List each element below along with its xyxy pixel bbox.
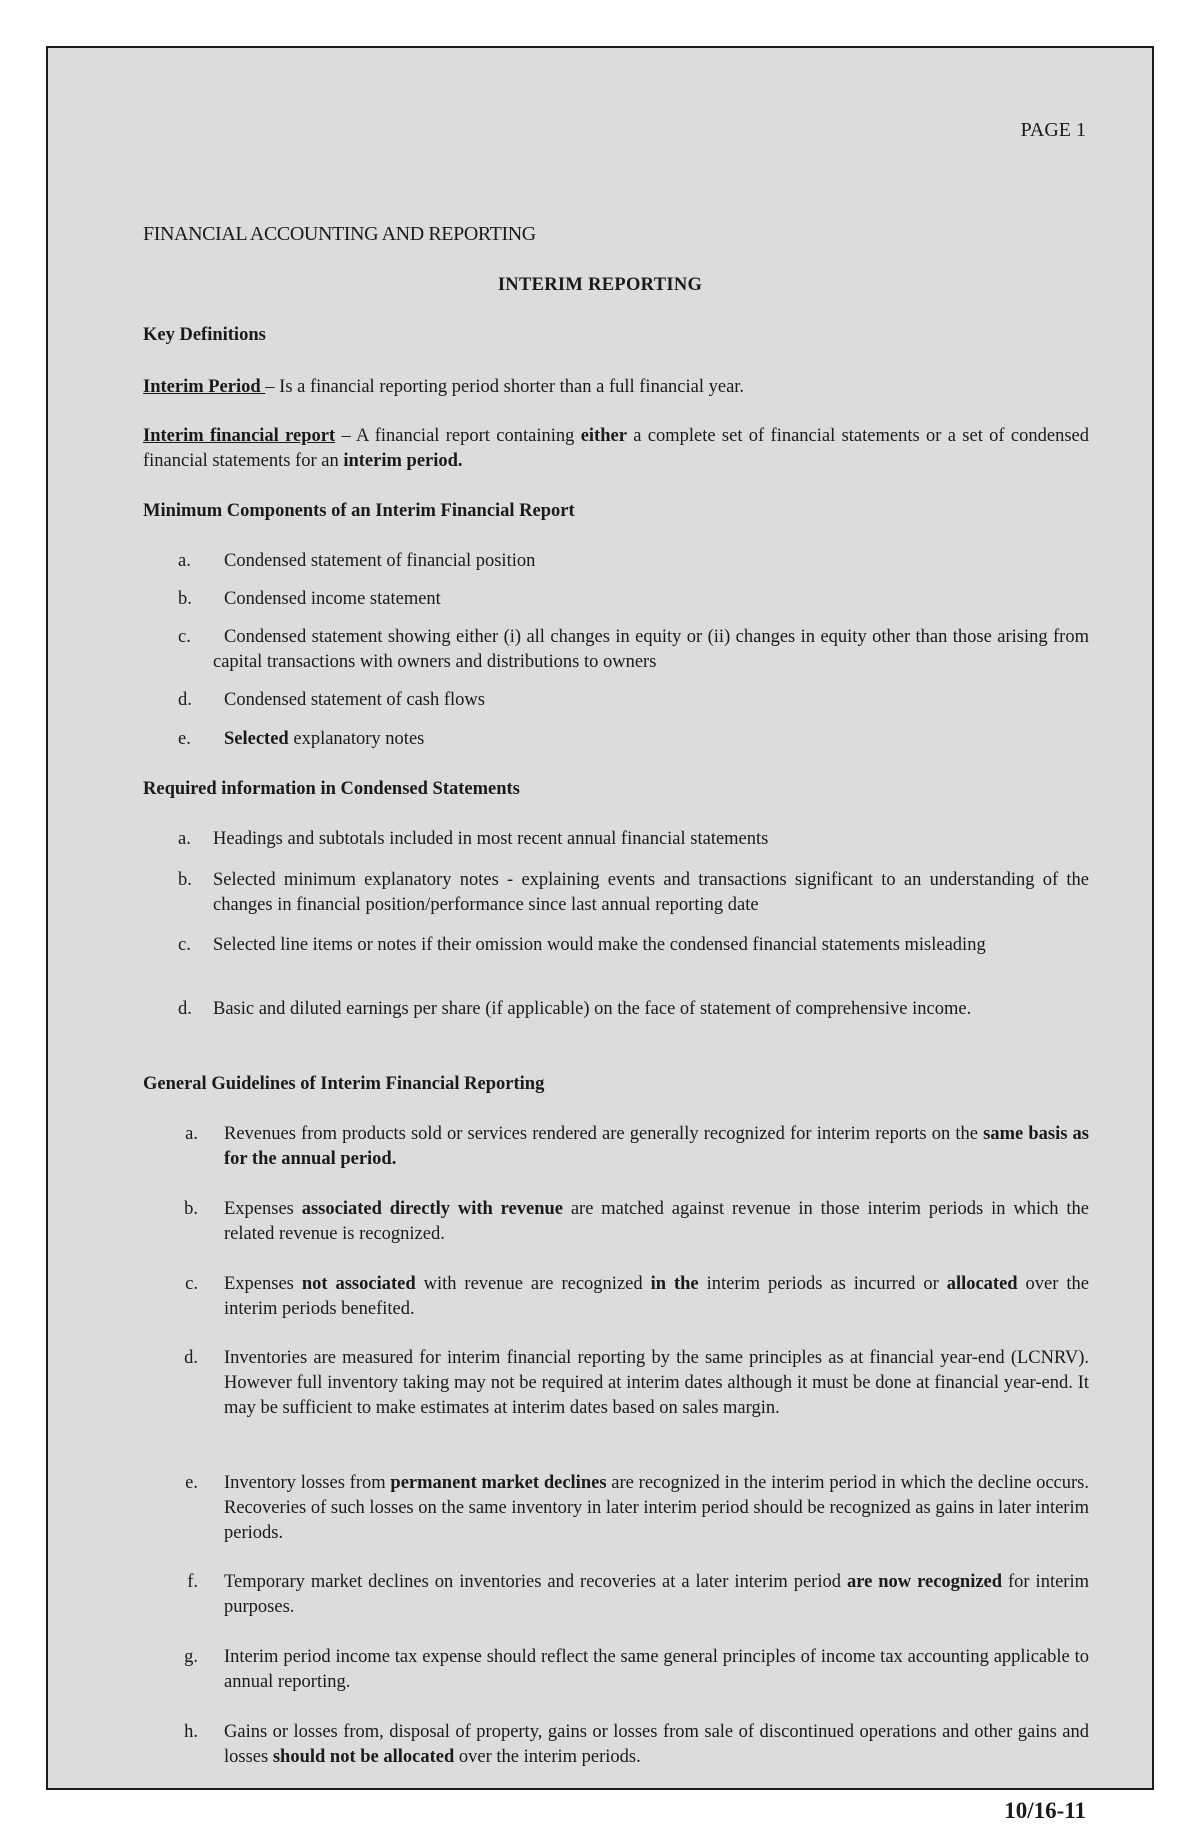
list-label: b. <box>178 589 192 609</box>
list-text: Inventories are measured for interim financial reporting by the same principles as at financial year-end (LCNRV). However full inventory taking may not be required at interim dates although it must be done at financial year-end. It may be sufficient to make estimates at interim dates based on sales margin. <box>224 1348 1089 1418</box>
list-item <box>178 1645 1089 1695</box>
bold-text: associated directly with revenue <box>301 1199 563 1219</box>
list-label: e. <box>178 729 191 749</box>
list-item <box>178 1197 1089 1247</box>
list-item <box>178 997 1089 1022</box>
list-item <box>178 1272 1089 1322</box>
list-text <box>178 727 1089 752</box>
course-title: FINANCIAL ACCOUNTING AND REPORTING <box>143 223 536 245</box>
list-text: Headings and subtotals included in most recent annual financial statements <box>213 829 769 849</box>
list-item <box>178 1122 1089 1172</box>
bold-text: permanent market declines <box>390 1473 607 1493</box>
term-interim-financial-report: Interim financial report <box>143 426 336 446</box>
list-label: h. <box>184 1722 198 1742</box>
document-code: 10/16-11 <box>1004 1798 1086 1823</box>
list-label: c. <box>178 627 191 647</box>
plain-text: over the interim periods. <box>454 1747 641 1767</box>
definition-text: a complete set of financial statements or a set of condensed financial statements for an <box>143 426 1089 471</box>
plain-text: explanatory notes <box>288 729 425 749</box>
list-text <box>178 1471 1089 1546</box>
list-item <box>178 933 1089 958</box>
list-item <box>178 688 1089 713</box>
list-item <box>178 1471 1089 1546</box>
plain-text: Expenses <box>224 1199 302 1219</box>
plain-text: interim periods as incurred or <box>698 1274 947 1294</box>
bold-text: in the <box>650 1274 699 1294</box>
definition-interim-financial-report <box>143 424 1089 474</box>
list-text: Selected line items or notes if their omission would make the condensed financial statements misleading <box>213 935 986 955</box>
plain-text: are matched against revenue in those interim periods in which the related revenue is recognized. <box>224 1199 1089 1244</box>
list-item <box>178 1720 1089 1770</box>
list-label: c. <box>178 935 191 955</box>
list-text: Selected minimum explanatory notes - explaining events and transactions significant to an understanding of the changes in financial position/performance since last annual reporting date <box>213 870 1089 915</box>
bold-text: Selected <box>224 729 289 749</box>
plain-text: with revenue are recognized <box>415 1274 651 1294</box>
list-text <box>178 1720 1089 1770</box>
plain-text: Inventory losses from <box>224 1473 391 1493</box>
document-title: INTERIM REPORTING <box>497 275 703 295</box>
list-label: d. <box>178 690 192 710</box>
list-label: e. <box>185 1473 198 1493</box>
list-label: d. <box>184 1348 198 1368</box>
term-interim-period: Interim Period <box>143 377 266 397</box>
bold-text: not associated <box>301 1274 416 1294</box>
list-item <box>178 868 1089 918</box>
list-item <box>178 1570 1089 1620</box>
plain-text: Temporary market declines on inventories and recoveries at a later interim period <box>224 1572 847 1592</box>
plain-text: over the interim periods benefited. <box>224 1274 1089 1319</box>
list-text: Condensed income statement <box>224 589 441 609</box>
document-page <box>46 46 1154 1823</box>
list-text: Interim period income tax expense should reflect the same general principles of income tax accounting applicable to annual reporting. <box>224 1647 1089 1692</box>
section-heading-key-definitions: Key Definitions <box>143 325 266 345</box>
bold-text: same basis as for the annual period. <box>224 1124 1089 1169</box>
list-item <box>178 827 1089 852</box>
bold-text: allocated <box>946 1274 1018 1294</box>
section-heading-general-guidelines: General Guidelines of Interim Financial Reporting <box>143 1074 545 1094</box>
list-label: f. <box>187 1572 198 1592</box>
list-item <box>178 727 1089 752</box>
plain-text: Expenses <box>224 1274 302 1294</box>
section-heading-required-information: Required information in Condensed Statements <box>143 779 520 799</box>
page-number: PAGE 1 <box>1020 119 1086 141</box>
bold-text: are now recognized <box>846 1572 1003 1592</box>
list-text <box>178 1122 1089 1172</box>
list-text: Condensed statement showing either (i) all changes in equity or (ii) changes in equity other than those arising from capital transactions with owners and distributions to owners <box>213 627 1089 672</box>
definition-bold: either <box>580 426 627 446</box>
list-label: g. <box>184 1647 198 1667</box>
list-item <box>178 625 1089 675</box>
list-label: d. <box>178 999 192 1019</box>
list-text: Basic and diluted earnings per share (if applicable) on the face of statement of comprehensive income. <box>213 999 972 1019</box>
definition-bold: interim period. <box>343 451 463 471</box>
section-heading-minimum-components: Minimum Components of an Interim Financial Report <box>143 501 575 521</box>
list-text <box>178 1197 1089 1247</box>
list-text <box>178 1570 1089 1620</box>
list-label: b. <box>184 1199 198 1219</box>
definition-text: – A financial report containing <box>335 426 581 446</box>
list-item <box>178 1346 1089 1421</box>
plain-text: for interim purposes. <box>224 1572 1089 1617</box>
bold-text: should not be allocated <box>272 1747 455 1767</box>
list-item <box>178 587 1089 612</box>
list-text <box>178 1272 1089 1322</box>
list-label: a. <box>178 829 191 849</box>
list-label: b. <box>178 870 192 890</box>
plain-text: are recognized in the interim period in which the decline occurs. Recoveries of such losses on the same inventory in later interim period should be recognized as gains in later interim periods. <box>224 1473 1090 1543</box>
definition-text: – Is a financial reporting period shorter than a full financial year. <box>265 377 745 397</box>
list-label: a. <box>185 1124 198 1144</box>
plain-text: Gains or losses from, disposal of property, gains or losses from sale of discontinued operations and other gains and losses <box>224 1722 1089 1767</box>
list-text: Condensed statement of financial position <box>224 551 536 571</box>
list-item <box>178 549 1089 574</box>
list-label: a. <box>178 551 191 571</box>
definition-interim-period <box>143 375 1089 400</box>
list-text: Condensed statement of cash flows <box>224 690 485 710</box>
plain-text: Revenues from products sold or services rendered are generally recognized for interim reports on the <box>224 1124 984 1144</box>
list-label: c. <box>185 1274 198 1294</box>
